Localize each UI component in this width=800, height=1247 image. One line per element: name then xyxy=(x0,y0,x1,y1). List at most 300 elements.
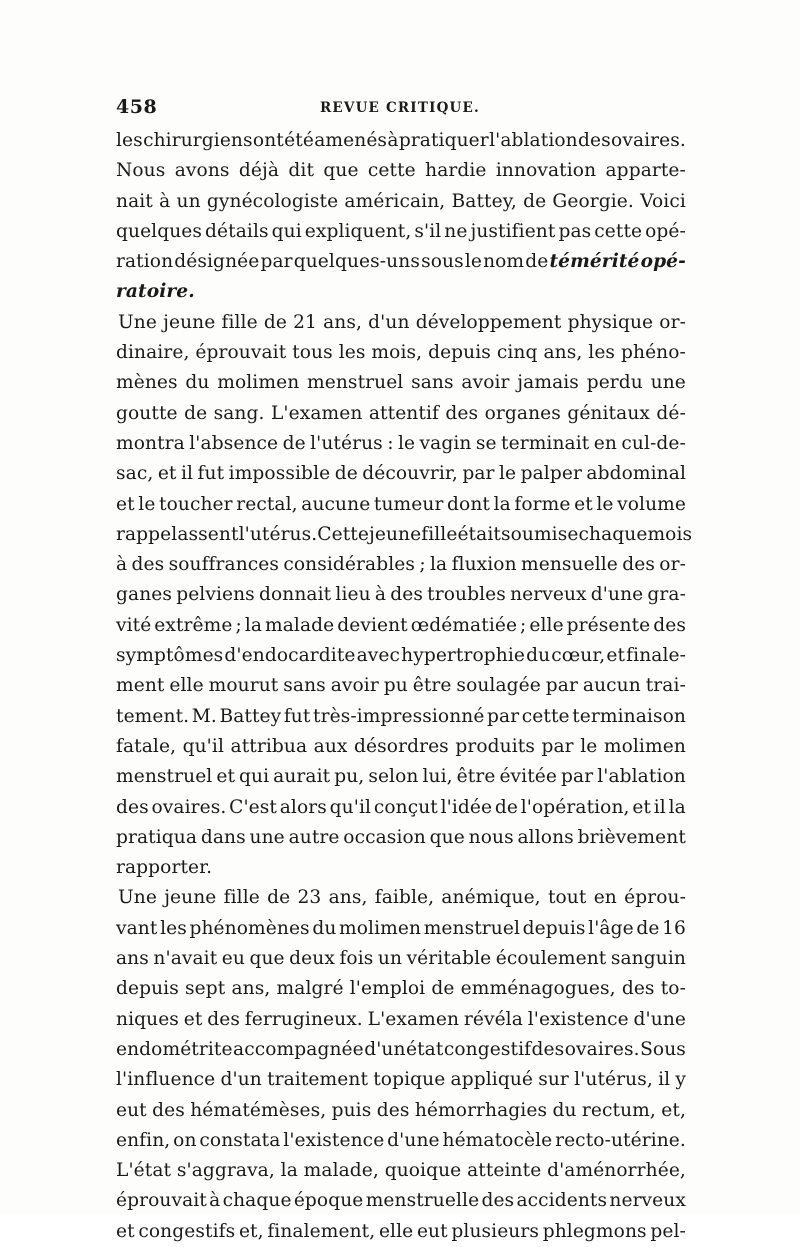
word: montra xyxy=(116,432,185,454)
word: congestif xyxy=(443,1038,532,1060)
word: physique xyxy=(567,311,654,333)
word: atteinte xyxy=(467,1160,542,1182)
word: d'endocardite xyxy=(224,645,356,667)
word: l'utérus xyxy=(310,432,383,454)
word: molimen xyxy=(339,917,422,939)
word: selon xyxy=(368,766,419,788)
word: elle xyxy=(529,614,564,636)
word: du xyxy=(526,645,551,667)
word: M. xyxy=(191,705,217,727)
text-line xyxy=(116,247,686,277)
word: de xyxy=(431,978,455,1000)
word: deux xyxy=(289,948,335,970)
word: Nous xyxy=(116,160,166,182)
word: des xyxy=(578,130,611,151)
word: forme xyxy=(514,493,571,515)
word: et xyxy=(606,645,626,667)
word: apparte- xyxy=(605,160,686,182)
word: fille xyxy=(223,887,260,909)
text-line xyxy=(116,1126,686,1156)
word: à xyxy=(209,1190,221,1212)
word: le xyxy=(498,463,517,485)
text-line xyxy=(116,1005,686,1035)
word: fille xyxy=(421,523,458,545)
word: l'opération, xyxy=(520,796,630,818)
word: éprou- xyxy=(624,887,686,909)
word: un xyxy=(377,948,403,970)
text-line xyxy=(116,1217,686,1247)
word: des xyxy=(390,584,423,606)
word: et xyxy=(157,463,177,485)
text-line xyxy=(116,459,686,489)
word: sur xyxy=(538,1069,569,1091)
word: constata xyxy=(199,1129,281,1151)
word: été xyxy=(284,130,314,151)
word: avec xyxy=(356,645,401,667)
word: ans, xyxy=(543,342,583,364)
word: endométrite xyxy=(116,1038,233,1060)
word: innovation xyxy=(495,160,597,182)
word: ganes xyxy=(116,584,173,606)
word: présente xyxy=(566,614,651,636)
word: d'une xyxy=(387,1129,440,1151)
word: phlegmons xyxy=(542,1220,647,1242)
word: aurait xyxy=(273,766,331,788)
word: il xyxy=(658,1069,671,1091)
word: occasion xyxy=(343,826,426,848)
word: Une xyxy=(118,887,157,909)
word: menstruel xyxy=(307,372,404,394)
word: témérité xyxy=(549,251,640,273)
word: quelques-uns xyxy=(293,251,420,273)
word: développement xyxy=(415,311,562,333)
word: vant xyxy=(116,917,158,939)
word: de xyxy=(525,251,549,273)
word: opé- xyxy=(645,220,686,242)
word: écoulement xyxy=(495,948,607,970)
word: jamais xyxy=(517,372,579,394)
word: traitement xyxy=(267,1069,369,1091)
word: le xyxy=(580,735,598,757)
text-line xyxy=(116,277,686,307)
word: rectum, xyxy=(581,1099,656,1121)
word: alors xyxy=(279,796,327,818)
word: de xyxy=(636,917,660,939)
text-line xyxy=(116,217,686,247)
word: Une xyxy=(118,311,157,333)
word: sang. xyxy=(213,402,265,424)
text-line xyxy=(116,368,686,398)
word: l'absence xyxy=(189,432,279,454)
text-line xyxy=(116,338,686,368)
word: dinaire, xyxy=(116,342,190,364)
word: ratoire. xyxy=(116,281,195,303)
word: par xyxy=(561,766,594,788)
text-line xyxy=(116,1096,686,1126)
word: l'ablation xyxy=(597,766,686,788)
word: appliqué xyxy=(450,1069,533,1091)
word: à xyxy=(387,130,399,151)
word: des xyxy=(152,1099,185,1121)
word: en xyxy=(593,887,617,909)
word: cœur, xyxy=(551,645,606,667)
word: abdominal xyxy=(586,463,686,485)
word: que xyxy=(249,948,285,970)
word: et xyxy=(116,1220,135,1242)
word: produits xyxy=(455,735,535,757)
word: amenés xyxy=(314,130,388,151)
word: hématocèle xyxy=(442,1129,553,1151)
word: ment xyxy=(116,675,165,697)
word: le xyxy=(464,251,482,273)
word: à xyxy=(116,554,128,576)
text-line xyxy=(116,399,686,429)
word: phénomènes xyxy=(189,917,310,939)
word: palper xyxy=(520,463,582,485)
word: ; xyxy=(520,614,527,636)
word: rectal, xyxy=(236,493,298,515)
word: génitaux xyxy=(567,402,650,424)
word: 16 xyxy=(662,917,686,939)
word: or- xyxy=(659,311,686,333)
word: d'une xyxy=(590,584,644,606)
word: se xyxy=(475,432,497,454)
word: eut xyxy=(116,1099,147,1121)
word: dans xyxy=(200,826,246,848)
word: déjà xyxy=(238,160,280,182)
word: Georgie. xyxy=(552,190,634,212)
word: n'avait xyxy=(153,948,218,970)
word: l'utérus, xyxy=(574,1069,653,1091)
text-line xyxy=(116,580,686,610)
word: symptômes xyxy=(116,645,224,667)
word: soulagée xyxy=(456,675,541,697)
word: véritable xyxy=(406,948,492,970)
word: to- xyxy=(660,978,686,1000)
word: à xyxy=(159,190,171,212)
word: puis xyxy=(331,1099,372,1121)
text-line xyxy=(116,702,686,732)
body-text xyxy=(116,126,693,1247)
word: de xyxy=(523,190,547,212)
word: lui, xyxy=(422,766,453,788)
word: révéla xyxy=(463,1008,523,1030)
word: pu, xyxy=(334,766,365,788)
word: des xyxy=(622,554,655,576)
word: mènes xyxy=(116,372,178,394)
word: or- xyxy=(659,554,686,576)
word: sac, xyxy=(116,463,154,485)
word: et, xyxy=(238,1220,264,1242)
word: chirurgiens xyxy=(143,130,253,151)
word: œdématiée xyxy=(410,614,518,636)
text-line xyxy=(116,883,686,913)
word: ans xyxy=(116,948,149,970)
word: faible, xyxy=(374,887,435,909)
word: le xyxy=(397,432,416,454)
word: l'utérus. xyxy=(238,523,318,545)
word: désignée xyxy=(174,251,260,273)
word: eut xyxy=(416,1220,448,1242)
text-line xyxy=(116,974,686,1004)
word: considérables xyxy=(283,554,416,576)
word: de xyxy=(184,402,208,424)
word: rappelassent xyxy=(116,523,239,545)
word: la xyxy=(280,1160,298,1182)
word: attribua xyxy=(230,735,308,757)
word: ; xyxy=(235,614,242,636)
word: menstruel xyxy=(423,917,521,939)
word: Battey xyxy=(219,705,282,727)
word: organes xyxy=(484,402,561,424)
running-head: REVUE CRITIQUE. xyxy=(320,100,480,116)
word: de xyxy=(263,311,287,333)
word: eu xyxy=(221,948,245,970)
word: perdu xyxy=(586,372,643,394)
word: opé- xyxy=(640,251,686,273)
word: plusieurs xyxy=(451,1220,540,1242)
text-line xyxy=(116,520,693,550)
word: d'aménorrhée, xyxy=(547,1160,686,1182)
text-line xyxy=(116,793,686,823)
word: du xyxy=(312,917,337,939)
word: expliquent, xyxy=(304,220,412,242)
text-line xyxy=(116,732,686,762)
word: d'un xyxy=(220,1069,262,1091)
word: par xyxy=(462,463,495,485)
word: par xyxy=(260,251,293,273)
word: L'état xyxy=(116,1160,172,1182)
word: : xyxy=(387,432,394,454)
word: dont xyxy=(447,493,490,515)
word: pratiqua xyxy=(116,826,198,848)
word: avons xyxy=(174,160,230,182)
word: sans xyxy=(411,372,454,394)
word: de xyxy=(334,463,358,485)
word: fut xyxy=(197,463,225,485)
word: de xyxy=(282,432,306,454)
word: fut xyxy=(283,705,311,727)
word: ration xyxy=(116,251,174,273)
word: la xyxy=(493,493,511,515)
word: l'ablation xyxy=(489,130,578,151)
word: ; xyxy=(419,554,426,576)
word: le xyxy=(138,493,156,515)
word: emménagogues, xyxy=(460,978,616,1000)
word: recto-utérine. xyxy=(555,1129,686,1151)
word: accompagnée xyxy=(233,1038,364,1060)
word: éprouvait xyxy=(116,1190,207,1212)
word: par xyxy=(541,735,574,757)
word: nous xyxy=(468,826,514,848)
word: volume xyxy=(617,493,686,515)
word: des xyxy=(376,1099,410,1121)
word: terminait xyxy=(501,432,590,454)
text-line xyxy=(116,944,686,974)
word: anémique, xyxy=(441,887,541,909)
word: devient xyxy=(337,614,408,636)
word: ans, xyxy=(231,978,271,1000)
word: ne xyxy=(444,220,468,242)
word: fatale, xyxy=(116,735,177,757)
word: de xyxy=(267,887,291,909)
word: fluxion xyxy=(451,554,517,576)
word: justifient xyxy=(470,220,556,242)
text-line xyxy=(116,823,686,853)
word: tumeur xyxy=(373,493,444,515)
text-line xyxy=(116,156,686,186)
word: nait xyxy=(116,190,153,212)
word: enfin, xyxy=(116,1129,171,1151)
word: américain, xyxy=(344,190,446,212)
word: des xyxy=(653,614,686,636)
word: jeune xyxy=(164,887,217,909)
word: ans, xyxy=(328,887,368,909)
word: l'influence xyxy=(116,1069,216,1091)
word: Sous xyxy=(640,1038,686,1060)
page-header xyxy=(116,96,686,122)
word: aucune xyxy=(301,493,371,515)
word: jeune xyxy=(368,523,422,545)
word: molimen xyxy=(603,735,686,757)
word: sans xyxy=(283,675,326,697)
text-line xyxy=(116,1156,686,1186)
word: éprouvait xyxy=(195,342,287,364)
word: aux xyxy=(313,735,348,757)
word: vagin xyxy=(419,432,472,454)
word: avoir xyxy=(461,372,510,394)
word: mourut xyxy=(208,675,279,697)
word: l'existence xyxy=(283,1129,385,1151)
word: par xyxy=(487,705,520,727)
word: des xyxy=(445,402,479,424)
word: par xyxy=(545,675,578,697)
word: impossible xyxy=(228,463,331,485)
word: la xyxy=(430,554,448,576)
word: il xyxy=(180,463,194,485)
word: ans, xyxy=(323,311,363,333)
word: sous xyxy=(421,251,464,273)
word: des xyxy=(621,978,655,1000)
word: avoir xyxy=(330,675,379,697)
word: être xyxy=(412,675,452,697)
word: de xyxy=(494,796,518,818)
word: mois, xyxy=(371,342,423,364)
word: en xyxy=(593,432,617,454)
word: congestifs xyxy=(138,1220,236,1242)
word: époque xyxy=(293,1190,364,1212)
word: gynécologiste xyxy=(206,190,339,212)
text-line xyxy=(116,550,686,580)
word: fois xyxy=(339,948,374,970)
word: hémorrhagies xyxy=(414,1099,548,1121)
word: nerveux xyxy=(609,1190,686,1212)
text-line xyxy=(116,641,686,671)
word: être xyxy=(456,766,496,788)
word: d'un xyxy=(364,1038,406,1060)
word: sept xyxy=(185,978,226,1000)
word: état xyxy=(406,1038,444,1060)
word: L'examen xyxy=(367,1008,460,1030)
word: aucun xyxy=(582,675,641,697)
text-line xyxy=(116,490,686,520)
word: les xyxy=(160,917,187,939)
word: sanguin xyxy=(610,948,686,970)
word: cinq xyxy=(496,342,538,364)
text-line xyxy=(116,1186,686,1216)
word: dé- xyxy=(656,402,686,424)
word: elle xyxy=(378,1220,414,1242)
word: quelques xyxy=(116,220,203,242)
word: jeune xyxy=(163,311,216,333)
word: cette xyxy=(594,220,643,242)
text-line xyxy=(116,671,686,701)
word: allons xyxy=(517,826,574,848)
word: trai- xyxy=(645,675,686,697)
word: découvrir, xyxy=(362,463,458,485)
word: des xyxy=(531,1038,565,1060)
word: souffrances xyxy=(168,554,280,576)
word: goutte xyxy=(116,402,178,424)
word: attentif xyxy=(368,402,439,424)
word: rapporter. xyxy=(116,857,213,879)
word: qu'il xyxy=(182,735,224,757)
word: l'existence xyxy=(527,1008,629,1030)
word: et, xyxy=(661,1099,686,1121)
word: toucher xyxy=(159,493,233,515)
word: des xyxy=(131,554,165,576)
text-line xyxy=(116,429,686,459)
text-line xyxy=(116,853,686,883)
word: pu xyxy=(383,675,408,697)
word: et xyxy=(574,493,593,515)
word: et xyxy=(216,766,236,788)
word: gra- xyxy=(647,584,686,606)
page-number: 458 xyxy=(116,96,158,118)
word: et xyxy=(183,1008,203,1030)
word: chaque xyxy=(578,523,648,545)
word: finale- xyxy=(626,645,686,667)
word: cette xyxy=(367,160,416,182)
word: une xyxy=(249,826,285,848)
word: dit xyxy=(288,160,315,182)
word: ont xyxy=(252,130,284,151)
word: nerveux xyxy=(510,584,587,606)
word: le xyxy=(596,493,614,515)
word: on xyxy=(173,1129,197,1151)
word: que xyxy=(429,826,465,848)
word: évitée xyxy=(499,766,557,788)
word: des xyxy=(116,796,149,818)
word: pel- xyxy=(650,1220,686,1242)
word: tout xyxy=(547,887,587,909)
word: depuis xyxy=(522,917,586,939)
word: les xyxy=(588,342,616,364)
word: qui xyxy=(271,220,302,242)
word: depuis xyxy=(428,342,491,364)
word: s'aggrava, xyxy=(176,1160,275,1182)
word: un xyxy=(176,190,201,212)
word: les xyxy=(338,342,366,364)
word: hypertrophie xyxy=(401,645,525,667)
word: l'idée xyxy=(440,796,493,818)
word: qu'il xyxy=(329,796,372,818)
word: l'âge xyxy=(588,917,634,939)
word: du xyxy=(552,1099,577,1121)
word: pratiquer xyxy=(398,130,489,151)
word: quoique xyxy=(384,1160,462,1182)
word: les xyxy=(116,130,143,151)
